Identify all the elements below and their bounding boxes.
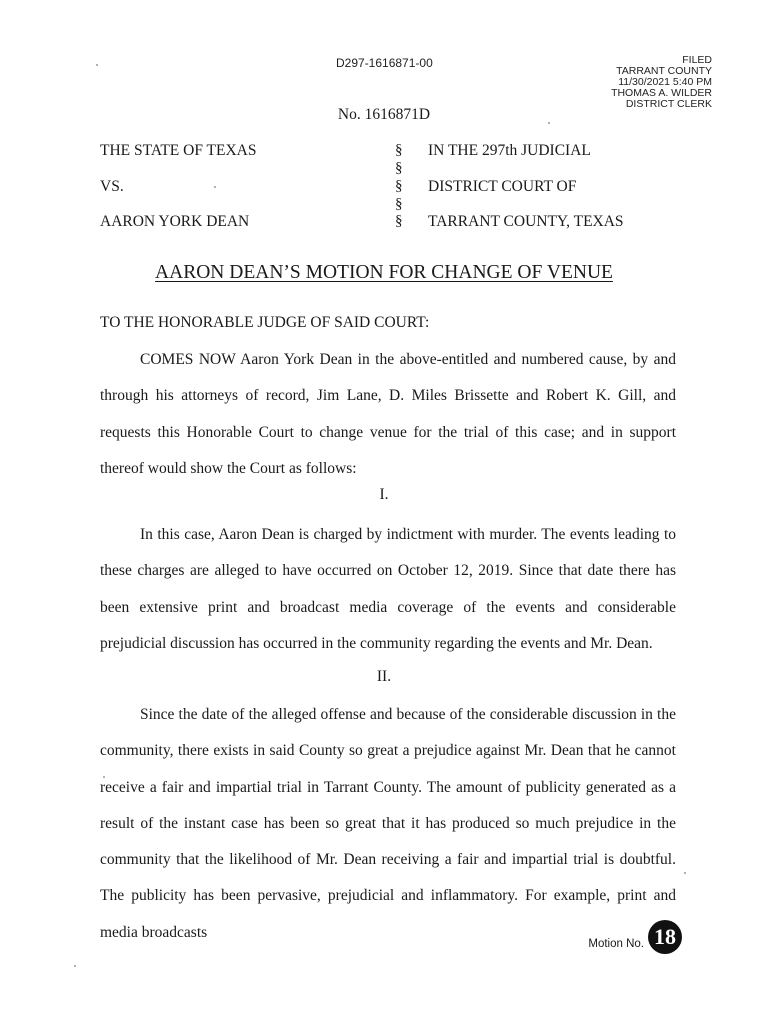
caption-versus: VS. [100,178,124,195]
salutation: TO THE HONORABLE JUDGE OF SAID COURT: [100,314,430,331]
motion-title: AARON DEAN’S MOTION FOR CHANGE OF VENUE [155,262,613,283]
caption-party-defendant: AARON YORK DEAN [100,213,250,230]
caption-court-line-1: IN THE 297th JUDICIAL [428,142,591,159]
document-number: D297-1616871-00 [336,56,433,70]
section-numeral: II. [376,668,392,685]
paragraph-text: COMES NOW Aaron York Dean in the above-entitled and numbered cause, by and through his attorneys of record, Jim Lane, D. Miles Brissette and Robert K. Gill, and requests this Honorable Court to change venue for the trial of this case; and in support thereof would show the Court as follows: [100,351,676,477]
intro-paragraph [100,342,676,487]
caption-court-line-2: DISTRICT COURT OF [428,178,577,195]
scan-speck [96,64,98,66]
paragraph-text: Since the date of the alleged offense and because of the considerable discussion in the community, there exists in said County so great a prejudice against Mr. Dean that he cannot receive a fair and impartial trial in Tarrant County. The amount of publicity generated as a result of the instant case has been so great that it has produced so much prejudice in the community that the likelihood of Mr. Dean receiving a fair and impartial trial is doubtful. The publicity has been pervasive, prejudicial and inflammatory. For example, print and media broadcasts [100,706,676,941]
section-symbol: § [395,160,403,176]
caption-court-line-3: TARRANT COUNTY, TEXAS [428,213,624,230]
motion-number-badge: 18 [648,920,682,954]
paragraph-text: In this case, Aaron Dean is charged by indictment with murder. The events leading to these charges are alleged to have occurred on October 12, 2019. Since that date there has been extensive print and broadcast media coverage of the events and considerable prejudicial discussion has occurred in the community regarding the events and Mr. Dean. [100,526,676,652]
scan-speck [74,965,76,967]
motion-number-stamp [588,920,682,954]
filed-stamp-line: 11/30/2021 5:40 PM [618,76,712,88]
scan-speck [214,186,216,188]
section-numeral: I. [379,486,389,503]
cause-number: No. 1616871D [337,106,431,123]
section-paragraph [100,697,676,951]
filed-stamp-line: THOMAS A. WILDER [611,87,712,99]
scan-speck [103,776,105,778]
caption-party-state: THE STATE OF TEXAS [100,142,257,159]
section-symbol: § [395,178,403,194]
case-caption [0,142,768,242]
section-symbol: § [395,142,403,158]
filed-stamp-line: TARRANT COUNTY [616,65,712,77]
filed-stamp [552,55,712,110]
filed-stamp-line: FILED [682,54,712,66]
section-paragraph [100,517,676,662]
filed-stamp-line: DISTRICT CLERK [625,98,712,110]
scan-speck [548,122,550,124]
scan-speck [684,872,686,874]
section-symbol: § [395,196,403,212]
motion-label: Motion No. [588,938,644,950]
section-symbol: § [395,213,403,229]
